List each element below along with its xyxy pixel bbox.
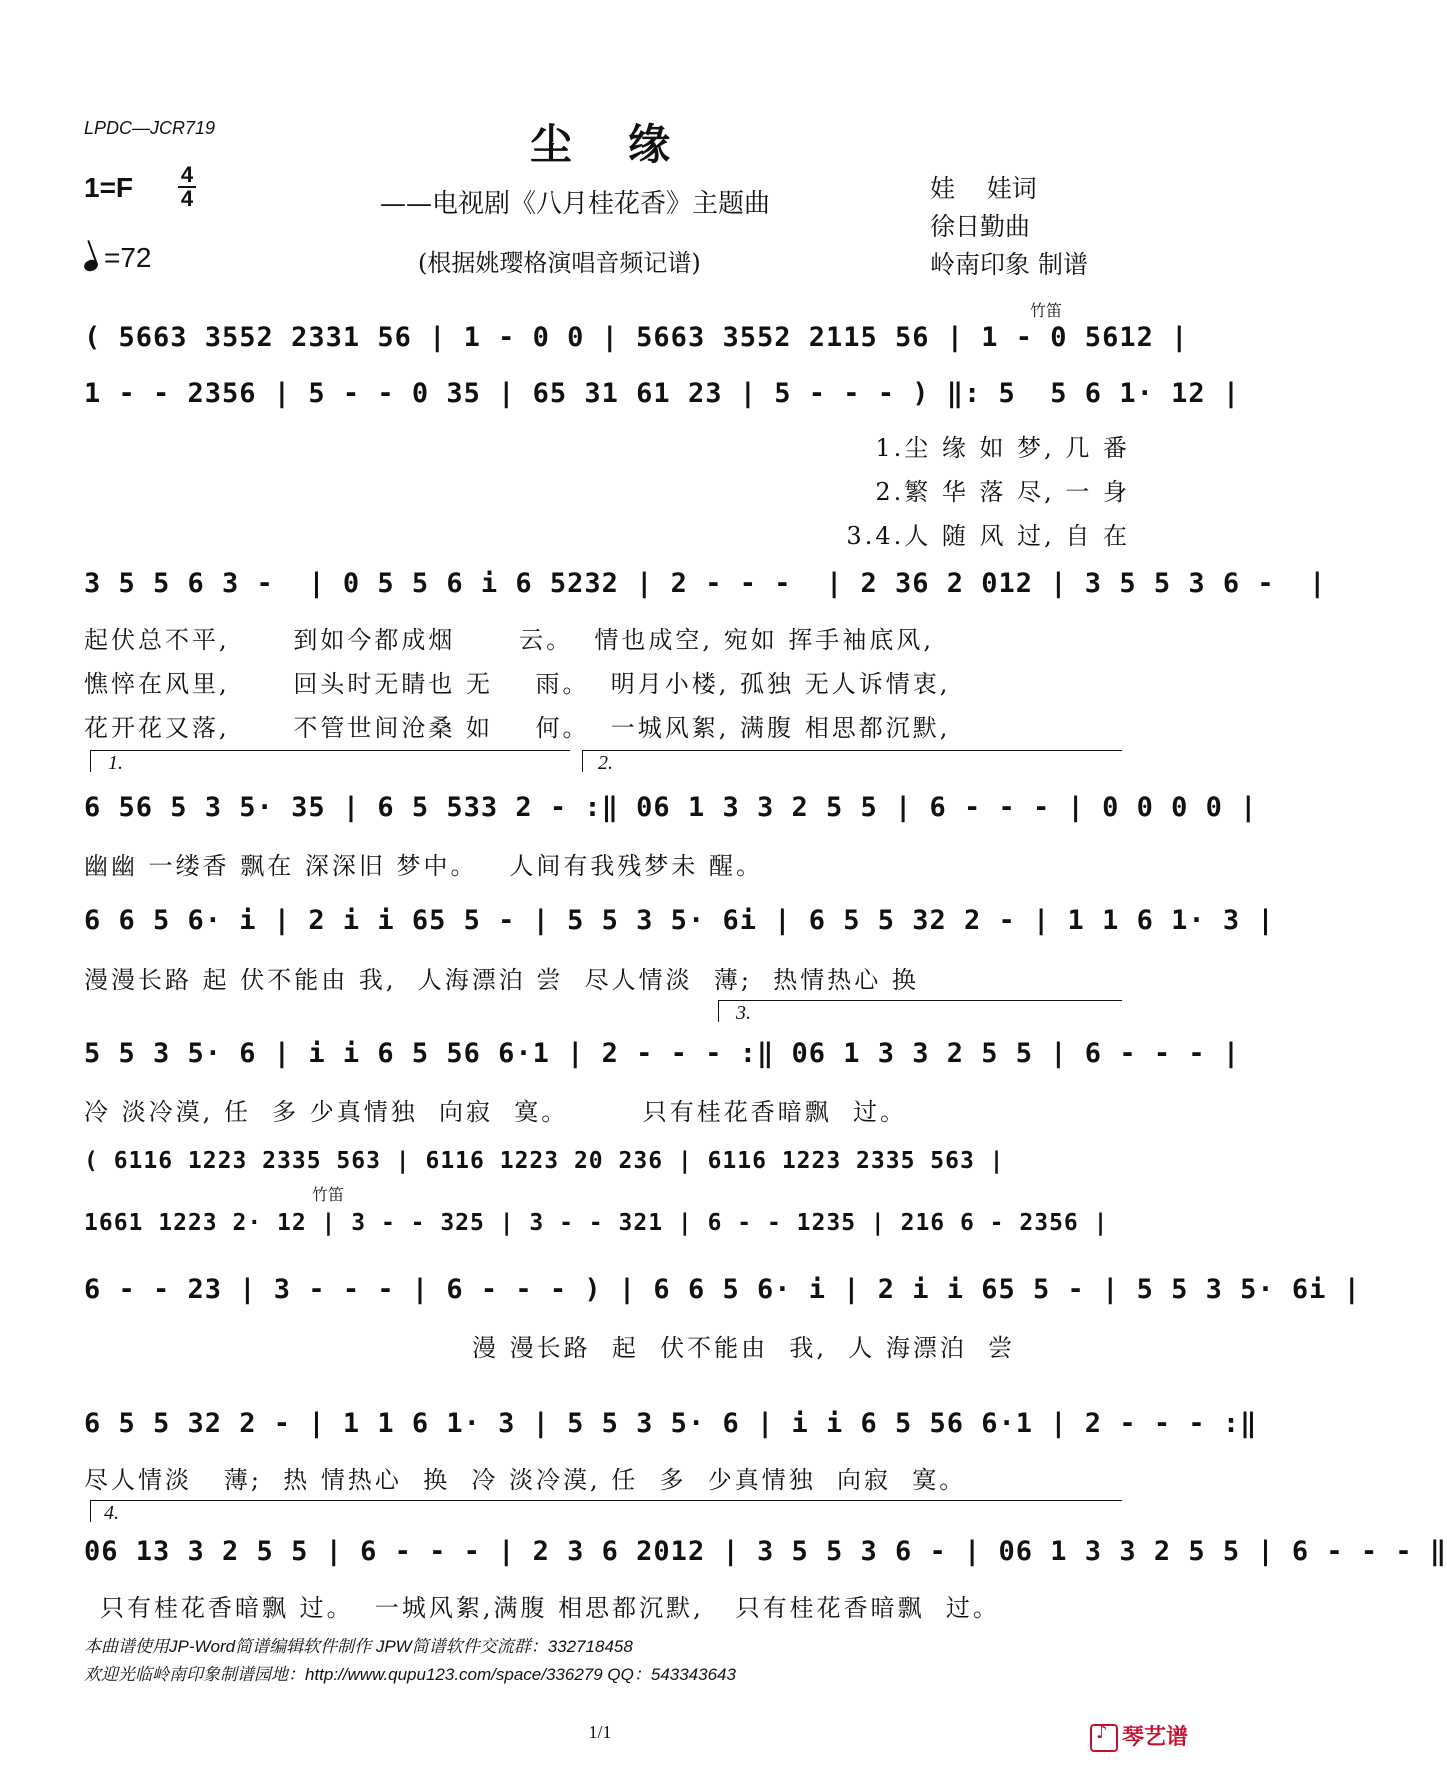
- brand-name: 琴艺谱: [1122, 1725, 1189, 1750]
- volta-bracket-2-start: [582, 750, 583, 772]
- verse-intro-1: 1.尘 缘 如 梦, 几 番: [875, 434, 1130, 462]
- footer-software-note: 本曲谱使用JP-Word简谱编辑软件制作 JPW简谱软件交流群：332718458: [84, 1637, 633, 1656]
- volta-bracket-3-start: [718, 1000, 719, 1022]
- time-signature-top: 4: [180, 162, 194, 187]
- credits: [930, 170, 1088, 284]
- brand-logo-icon: [1090, 1724, 1118, 1752]
- lyric-row-9: 漫 漫长路 起 伏不能由 我, 人 海漂泊 尝: [472, 1334, 1016, 1362]
- verse-intro-2: 2.繁 华 落 尽, 一 身: [875, 478, 1130, 506]
- notation-row-10: 6 5 5 32 2 - | 1 1 6 1· 3 | 5 5 3 5· 6 | i i 6 5 56 6·1 | 2 - - - :‖: [84, 1408, 1258, 1439]
- flute-annotation-1: 竹笛: [1030, 301, 1063, 320]
- key-signature: 1=F: [84, 172, 134, 203]
- flute-annotation-2: 竹笛: [312, 1185, 345, 1204]
- volta-bracket-2: [582, 750, 1122, 751]
- lyric-row-3b: 憔悴在风里, 回头时无睛也 无 雨。 明月小楼, 孤独 无人诉情衷,: [84, 670, 951, 698]
- notation-row-7: ( 6116 1223 2335 563 | 6116 1223 20 236 | 6116 1223 2335 563 |: [84, 1148, 1005, 1174]
- tempo-value: =72: [104, 242, 152, 273]
- footer-website-note: 欢迎光临岭南印象制谱园地：http://www.qupu123.com/space/336279 QQ：543343643: [84, 1665, 736, 1684]
- notation-row-3: 3 5 5 6 3 - | 0 5 5 6 i 6 5232 | 2 - - - | 2 36 2 012 | 3 5 5 3 6 - |: [84, 568, 1327, 599]
- arranger-credit: 岭南印象 制谱: [930, 250, 1088, 279]
- lyric-row-10: 尽人情淡 薄; 热 情热心 换 冷 淡冷漠, 任 多 少真情独 向寂 寞。: [84, 1466, 967, 1494]
- composer-credit: 徐日勤曲: [930, 212, 1031, 241]
- brand-logo: [1090, 1720, 1188, 1752]
- notation-row-2: 1 - - 2356 | 5 - - 0 35 | 65 31 61 23 | 5 - - - ) ‖: 5 5 6 1· 12 |: [84, 378, 1241, 409]
- page-number: 1/1: [588, 1722, 612, 1742]
- notation-row-5: 6 6 5 6· i | 2 i i 65 5 - | 5 5 3 5· 6i | 6 5 5 32 2 - | 1 1 6 1· 3 |: [84, 905, 1275, 936]
- volta-bracket-3: [718, 1000, 1122, 1001]
- lyric-row-5: 漫漫长路 起 伏不能由 我, 人海漂泊 尝 尽人情淡 薄; 热情热心 换: [84, 966, 919, 994]
- score-code: LPDC—JCR719: [84, 118, 216, 138]
- song-subtitle: ——电视剧《八月桂花香》主题曲: [380, 189, 771, 219]
- lyric-row-3c: 花开花又落, 不管世间沧桑 如 何。 一城风絮, 满腹 相思都沉默,: [84, 714, 951, 742]
- lyric-row-6: 冷 淡冷漠, 任 多 少真情独 向寂 寞。 只有桂花香暗飘 过。: [84, 1098, 907, 1126]
- lyric-row-11: 只有桂花香暗飘 过。 一城风絮,满腹 相思都沉默, 只有桂花香暗飘 过。: [100, 1594, 1000, 1622]
- time-signature-bottom: 4: [180, 186, 194, 211]
- notation-row-4: 6 56 5 3 5· 35 | 6 5 533 2 - :‖ 06 1 3 3 2 5 5 | 6 - - - | 0 0 0 0 |: [84, 792, 1258, 823]
- time-signature: [178, 162, 196, 211]
- volta-bracket-4-start: [90, 1500, 91, 1522]
- lyric-row-3a: 起伏总不平, 到如今都成烟 云。 情也成空, 宛如 挥手袖底风,: [84, 626, 934, 654]
- song-title: 尘缘: [529, 120, 726, 169]
- volta-bracket-1-start: [90, 750, 91, 772]
- tempo-marking: [84, 242, 152, 274]
- notation-row-9: 6 - - 23 | 3 - - - | 6 - - - ) | 6 6 5 6· i | 2 i i 65 5 - | 5 5 3 5· 6i |: [84, 1274, 1361, 1305]
- volta-label-3: 3.: [736, 1002, 751, 1024]
- notation-row-6: 5 5 3 5· 6 | i i 6 5 56 6·1 | 2 - - - :‖ 06 1 3 3 2 5 5 | 6 - - - |: [84, 1038, 1241, 1069]
- lyric-row-4: 幽幽 一缕香 飘在 深深旧 梦中。 人间有我残梦未 醒。: [84, 852, 764, 880]
- volta-bracket-1: [90, 750, 570, 751]
- notation-row-8: 1661 1223 2· 12 | 3 - - 325 | 3 - - 321 | 6 - - 1235 | 216 6 - 2356 |: [84, 1210, 1109, 1236]
- volta-label-1: 1.: [108, 752, 123, 774]
- lyricist-credit: 娃 娃词: [930, 174, 1037, 203]
- quarter-note-icon: [83, 258, 100, 273]
- verse-intro-3: 3.4.人 随 风 过, 自 在: [846, 522, 1130, 550]
- notation-row-1: ( 5663 3552 2331 56 | 1 - 0 0 | 5663 3552 2115 56 | 1 - 0 5612 |: [84, 322, 1189, 353]
- volta-label-2: 2.: [598, 752, 613, 774]
- transcription-note: (根据姚璎格演唱音频记谱): [418, 249, 701, 277]
- volta-label-4: 4.: [104, 1502, 119, 1524]
- volta-bracket-4: [90, 1500, 1122, 1501]
- notation-row-11: 06 13 3 2 5 5 | 6 - - - | 2 3 6 2012 | 3 5 5 3 6 - | 06 1 3 3 2 5 5 | 6 - - - ‖: [84, 1536, 1447, 1567]
